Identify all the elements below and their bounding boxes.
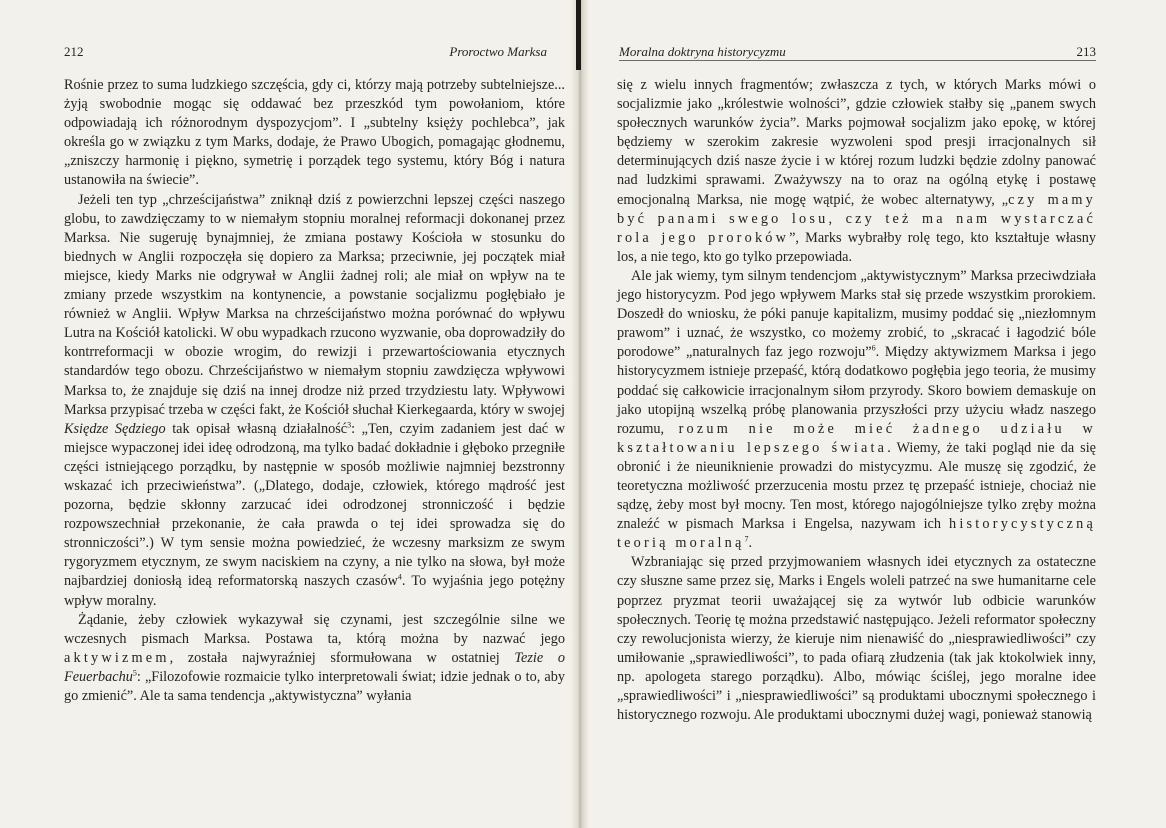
right-page-number: 213	[1076, 44, 1096, 59]
footnote-ref-5: 5	[132, 668, 137, 678]
spaced-phrase-rozum: rozum nie może mieć żadnego udziału w kształtowaniu lepszego świata	[617, 420, 1096, 456]
left-paragraph-1: Rośnie przez to suma ludzkiego szczęścia, gdy ci, którzy mają potrzeby subtelniejsze... żyją swobodnie mogąc się oddawać bez przeszkód tym powołaniom, które odpowiadają ich różnorodnym dyspozycjom”. I „subtelny księży pochlebca”, jak określa go w związku z tym Marks, dodaje, że Prawo Ubogich, pomagając głodnemu, „zniszczy harmonię i piękno, symetrię i porządek tego systemu, który Bóg i natura ustanowiła na świecie”.	[64, 77, 565, 189]
footnote-ref-7: 7	[744, 534, 749, 544]
left-p2-text-b: tak opisał własną działalność	[165, 420, 348, 437]
right-p1-text-a: się z wielu innych fragmentów; zwłaszcza z tych, w których Marks mówi o socjalizmie jako „królestwie wolności”, gdzie człowiek stałby się „panem swych społecznych warunków życia”. Marks pojmował socjalizm jako epokę, w której będziemy w szerokim zakresie wyzwoleni spod presji irracjonalnych sił determinujących dziś nasze życie i w której rozum ludzki będzie zdolny panować nad ludzkimi sprawami. Zważywszy na to oraz na ogólną etykę i postawę emocjonalną Marksa, nie mogę wątpić, że wobec alternatywy, „	[617, 77, 1096, 208]
right-paragraph-2	[617, 267, 1096, 553]
right-running-header	[609, 42, 1096, 62]
left-page-number: 212	[64, 44, 84, 59]
spaced-quote-czy-mamy-byc: czy mamy być panami swego losu, czy też ma nam wystarczać rola jego proroków	[617, 191, 1096, 246]
right-running-title: Moralna doktryna historycyzmu	[619, 44, 786, 59]
left-paragraph-2	[64, 191, 565, 611]
left-p2-text-d: . To wyjaśnia jego potężny wpływ moralny.	[64, 573, 566, 609]
left-p3-text-c: : „Filozofowie rozmaicie tylko interpretowali świat; idzie jednak o to, aby go zmienić”. Ale ta sama tendencja „aktywistyczna” wyłania	[64, 668, 565, 704]
spaced-term-aktywizm: aktywizmem	[64, 649, 170, 666]
right-p2-text-a: Ale jak wiemy, tym silnym tendencjom „aktywistycznym” Marksa przeciwdziała jego historycyzm. Pod jego wpływem Marks stał się przede wszystkim prorokiem. Doszedł do wniosku, że póki panuje kapitalizm, musimy poddać się „niezłomnym prawom” i uznać, że wszystko, co możemy zrobić, to „skracać i łagodzić bóle porodowe” „naturalnych faz jego rozwoju”	[617, 267, 1096, 361]
title-teza-o-feuerbachu: Tezie o Feuerbachu	[64, 649, 565, 685]
left-p3-text-a: Żądanie, żeby człowiek wykazywał się czynami, jest szczególnie silne we wczesnych pismach Marksa. Postawa ta, którą można by nazwać jego	[64, 611, 565, 647]
right-paragraph-3: Wzbraniając się przed przyjmowaniem własnych idei etycznych za ostateczne czy słuszne same przez się, Marks i Engels woleli patrzeć na swe humanitarne cele poprzez pryzmat teorii uważającej się za wytwór lub odbicie warunków społecznych. Teorię tę można przedstawić następująco. Jeżeli reformator społeczny czy rewolucjonista wierzy, że kieruje nim nienawiść do „niesprawiedliwości” czy umiłowanie „sprawiedliwości”, to pada ofiarą złudzenia (tak jak ktokolwiek inny, np. apologeta starego porządku). Albo, mówiąc ściślej, jego moralne idee „sprawiedliwości” i „niesprawiedliwości” są produktami ubocznymi społecznego i historycznego rozwoju. Ale produktami ubocznymi dużej wagi, ponieważ stanowią	[617, 554, 1096, 724]
spaced-term-historycystyczna-teoria: historycystyczną teorią moralną	[617, 516, 1096, 552]
header-rule	[619, 60, 1096, 61]
footnote-ref-6: 6	[871, 343, 876, 353]
right-p2-text-d: .	[748, 535, 753, 552]
right-p2-text-b: . Między aktywizmem Marksa i jego historycyzmem istnieje przepaść, którą dodatkowo pogłębia jego teoria, że musimy poddać się całkowicie irracjonalnym siłom przyrody. Skoro bowiem demaskuje on jako utopijną wszelką próbę planowania przyszłości przy użyciu władz naszego rozumu,	[617, 344, 1096, 437]
book-title-ksiega-sedziego: Księdze Sędziego	[64, 420, 166, 437]
footnote-ref-4: 4	[397, 572, 402, 582]
left-p2-text: Jeżeli ten typ „chrześcijaństwa” zniknął dziś z powierzchni lepszej części naszego globu, to zawdzięczamy to w niemałym stopniu moralnej reformacji dokonanej przez Marksa. Nie sugeruję bynajmniej, że zmiana postawy Kościoła w stosunku do biednych w Anglii rozpoczęła się dopiero za Marksa; przeciwnie, jej początek miał miejsce, kiedy Marks nie odgrywał w Anglii żadnej roli; ale miał on wpływ na te zmiany przede wszystkim na kontynencie, a powstanie socjalizmu pogłębiało je również w Anglii. Wpływ Marksa na chrześcijaństwo można porównać do wpływu Lutra na Kościół katolicki. W obu wypadkach rzucono wyzwanie, oba doprowadziły do kontrreformacji w obozie wrogim, do rewizji i przewartościowania etycznych standardów tego obozu. Chrześcijaństwo w niemałym stopniu zawdzięcza wpływowi Marksa to, że znajduje się dziś na innej drodze niż przed trzydziestu laty. Wpływowi Marksa przypisać trzeba w części fakt, że Kościół słuchał Kierkegaarda, który w swojej	[64, 191, 565, 418]
binding-mark	[576, 0, 581, 70]
left-body-text	[64, 76, 565, 706]
left-p3-text-b: , została najwyraźniej sformułowana w ostatniej	[169, 649, 515, 666]
right-p1-text-b: ”, Marks wybrałby rolę tego, kto kształtuje własny los, a nie tego, kto go tylko przepowiada.	[617, 229, 1096, 265]
left-running-header	[64, 42, 569, 62]
left-paragraph-3	[64, 611, 565, 706]
left-p2-text-c: : „Ten, czyim zadaniem jest dać w miejsce wypaczonej idei ideę odrodzoną, ma tylko badać dokładnie i głęboko przegniłe części istniejącego porządku, by następnie w sposób możliwie najmniej bezstronny wskazać ich przeciwieństwa”. („Dlatego, dodaje, człowiek, którego mądrość jest pozorna, będzie skłonny zarzucać idei odrodzonej stronniczość i będzie rozpowszechniał przekonanie, że cała prawda o tej idei sprowadza się do stronniczości”.) W tym sensie można powiedzieć, że wczesny marksizm ze swym rygoryzmem etycznym, ze swym naciskiem na czyny, a nie tylko na słowa, był może najbardziej doniosłą ideą reformatorską naszych czasów	[64, 420, 566, 590]
right-p2-text-c: . Wiemy, że taki pogląd nie da się obronić i że nieuniknienie prowadzi do mistycyzmu. Ale muszę się zgodzić, że teoretyczna możliwość przerzucenia mostu przez tę przepaść istnieje, chociaż nie sądzę, żeby most był mocny. Ten most, którego najogólniejsze tylko zręby można znaleźć w pismach Marksa i Engelsa, nazywam ich	[617, 439, 1096, 533]
footnote-ref-3: 3	[347, 419, 352, 429]
right-body-text	[617, 76, 1096, 725]
right-page	[583, 0, 1166, 828]
book-gutter	[571, 0, 589, 828]
right-paragraph-1	[617, 76, 1096, 267]
left-running-title: Proroctwo Marksa	[449, 44, 547, 59]
